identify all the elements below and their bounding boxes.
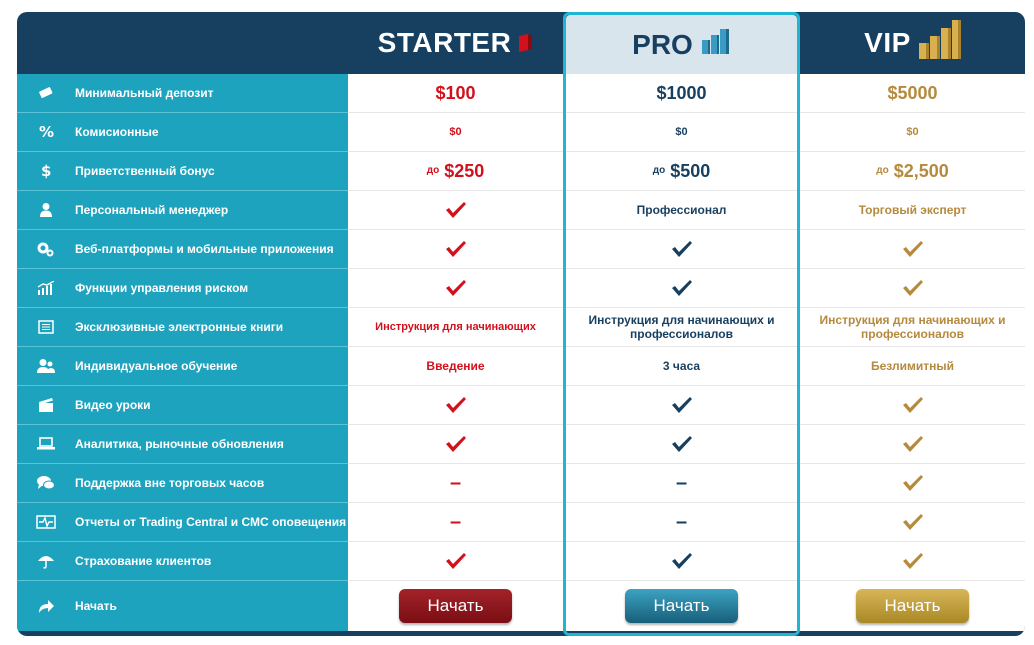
feature-label-cell: [17, 191, 348, 230]
feature-label: Страхование клиентов: [75, 554, 212, 568]
value-text: $250: [444, 161, 485, 181]
check-icon: [445, 435, 467, 453]
value-cell-pro: [563, 113, 800, 152]
value-cell-pro: [563, 152, 800, 191]
value-cell-starter: [348, 386, 563, 425]
value-text: $2,500: [893, 161, 949, 181]
start-label-cell: [17, 581, 348, 631]
check-icon: [902, 513, 924, 531]
value-cell-vip: [800, 230, 1025, 269]
chat-icon: [17, 475, 75, 491]
laptop-icon: [17, 437, 75, 451]
value-cell-pro: [563, 269, 800, 308]
feature-label: Приветственный бонус: [75, 164, 215, 178]
value-text: Профессионал: [636, 203, 727, 217]
feature-row: [17, 464, 1025, 503]
button-cell-starter: [348, 581, 563, 631]
feature-row: [17, 230, 1025, 269]
value-text: 3 часа: [662, 359, 701, 373]
blue-bars-icon: [701, 26, 731, 63]
bonus-prefix: до: [426, 165, 440, 176]
value-cell-vip: [800, 464, 1025, 503]
value-cell-starter: [348, 503, 563, 542]
pricing-table: [17, 12, 1025, 636]
feature-label: Комисионные: [75, 125, 159, 139]
check-icon: [445, 552, 467, 570]
plan-header-pro: [566, 15, 797, 74]
feature-row: [17, 269, 1025, 308]
value-text: $0: [675, 126, 688, 138]
check-icon: [902, 396, 924, 414]
feature-label-cell: [17, 503, 348, 542]
value-cell-starter: [348, 425, 563, 464]
value-text: $500: [670, 161, 711, 181]
bonus-prefix: до: [652, 165, 666, 176]
umbrella-icon: [17, 553, 75, 569]
plan-header-starter: [348, 12, 563, 74]
feature-label-cell: [17, 308, 348, 347]
check-icon: [445, 240, 467, 258]
value-text: Безлимитный: [870, 359, 955, 373]
feature-row: [17, 347, 1025, 386]
value-cell-pro: [563, 308, 800, 347]
value-cell-starter: [348, 152, 563, 191]
check-icon: [445, 201, 467, 219]
value-cell-vip: [800, 503, 1025, 542]
value-cell-starter: [348, 113, 563, 152]
value-text: Инструкция для начинающих и профессионалов: [819, 313, 1006, 341]
dash-icon: –: [675, 472, 688, 494]
feature-label-cell: [17, 113, 348, 152]
value-text: $5000: [887, 83, 938, 103]
start-label: Начать: [75, 599, 117, 613]
feature-label-cell: [17, 230, 348, 269]
check-icon: [445, 279, 467, 297]
feature-row: [17, 152, 1025, 191]
check-icon: [671, 552, 693, 570]
feature-row: [17, 386, 1025, 425]
value-text: $0: [906, 126, 919, 138]
feature-label-cell: [17, 269, 348, 308]
feature-label: Аналитика, рыночные обновления: [75, 437, 284, 451]
feature-label: Отчеты от Trading Central и СМС оповещения: [75, 515, 347, 529]
svg-text:$: $: [41, 163, 52, 179]
value-cell-pro: [563, 347, 800, 386]
feature-label: Минимальный депозит: [75, 86, 214, 100]
feature-label-cell: [17, 464, 348, 503]
feature-row: [17, 308, 1025, 347]
value-cell-pro: [563, 191, 800, 230]
value-cell-starter: [348, 308, 563, 347]
feature-label: Индивидуальное обучение: [75, 359, 238, 373]
check-icon: [902, 474, 924, 492]
pulse-icon: [17, 515, 75, 529]
value-text: Инструкция для начинающих: [375, 321, 536, 333]
check-icon: [671, 435, 693, 453]
plan-header-vip: [800, 12, 1025, 74]
feature-label: Эксклюзивные электронные книги: [75, 320, 284, 334]
check-icon: [902, 435, 924, 453]
start-button-pro[interactable]: Начать: [625, 589, 738, 623]
value-cell-starter: [348, 542, 563, 581]
value-cell-vip: [800, 347, 1025, 386]
start-button-vip[interactable]: Начать: [856, 589, 969, 623]
start-row: [17, 581, 1025, 631]
value-cell-vip: [800, 113, 1025, 152]
value-text: $0: [449, 126, 462, 138]
value-cell-vip: [800, 152, 1025, 191]
red-block-icon: [517, 27, 533, 59]
value-text: $1000: [656, 83, 707, 103]
value-cell-pro: [563, 386, 800, 425]
check-icon: [902, 240, 924, 258]
value-cell-pro: [563, 542, 800, 581]
check-icon: [902, 279, 924, 297]
deposit-icon: [17, 86, 75, 100]
clapper-icon: [17, 397, 75, 413]
value-cell-starter: [348, 269, 563, 308]
value-cell-vip: [800, 308, 1025, 347]
value-cell-vip: [800, 425, 1025, 464]
value-cell-starter: [348, 230, 563, 269]
feature-rows: [17, 74, 1025, 631]
value-cell-pro: [563, 503, 800, 542]
value-cell-vip: [800, 542, 1025, 581]
feature-label: Поддержка вне торговых часов: [75, 476, 265, 490]
value-cell-starter: [348, 191, 563, 230]
svg-text:%: %: [39, 124, 54, 140]
feature-label-cell: [17, 425, 348, 464]
chart-icon: [17, 281, 75, 295]
feature-row: [17, 425, 1025, 464]
feature-row: [17, 542, 1025, 581]
feature-label: Персональный менеджер: [75, 203, 229, 217]
value-text: Инструкция для начинающих и профессионалов: [588, 313, 775, 341]
gears-icon: [17, 241, 75, 257]
feature-row: [17, 74, 1025, 113]
start-button-starter[interactable]: Начать: [399, 589, 512, 623]
feature-label-cell: [17, 74, 348, 113]
value-text: Введение: [426, 359, 485, 373]
plan-header-row: [17, 12, 1025, 74]
feature-label-cell: [17, 347, 348, 386]
feature-row: [17, 503, 1025, 542]
value-cell-vip: [800, 74, 1025, 113]
percent-icon: [17, 124, 75, 140]
value-cell-starter: [348, 347, 563, 386]
feature-row: [17, 113, 1025, 152]
feature-label-cell: [17, 386, 348, 425]
feature-row: [17, 191, 1025, 230]
feature-label: Видео уроки: [75, 398, 151, 412]
value-cell-pro: [563, 74, 800, 113]
person-icon: [17, 202, 75, 218]
value-cell-starter: [348, 464, 563, 503]
group-icon: [17, 358, 75, 374]
value-cell-vip: [800, 191, 1025, 230]
button-cell-pro: [563, 581, 800, 631]
bonus-prefix: до: [876, 165, 889, 176]
plan-name-vip: VIP: [864, 27, 911, 58]
value-text: $100: [435, 83, 476, 103]
value-cell-vip: [800, 386, 1025, 425]
check-icon: [902, 552, 924, 570]
plan-name-starter: STARTER: [377, 27, 512, 58]
check-icon: [671, 279, 693, 297]
check-icon: [445, 396, 467, 414]
value-text: Торговый эксперт: [858, 203, 967, 217]
check-icon: [671, 240, 693, 258]
check-icon: [671, 396, 693, 414]
book-icon: [17, 320, 75, 334]
dash-icon: –: [449, 511, 462, 533]
plan-name-pro: PRO: [632, 28, 693, 60]
value-cell-pro: [563, 425, 800, 464]
feature-label-cell: [17, 152, 348, 191]
feature-label: Веб-платформы и мобильные приложения: [75, 242, 334, 256]
dash-icon: –: [675, 511, 688, 533]
button-cell-vip: [800, 581, 1025, 631]
gold-bars-icon: [917, 19, 961, 68]
dash-icon: –: [449, 472, 462, 494]
feature-label-cell: [17, 542, 348, 581]
share-arrow-icon: [17, 598, 75, 614]
value-cell-vip: [800, 269, 1025, 308]
value-cell-pro: [563, 230, 800, 269]
value-cell-pro: [563, 464, 800, 503]
feature-label: Функции управления риском: [75, 281, 249, 295]
dollar-icon: [17, 163, 75, 179]
value-cell-starter: [348, 74, 563, 113]
